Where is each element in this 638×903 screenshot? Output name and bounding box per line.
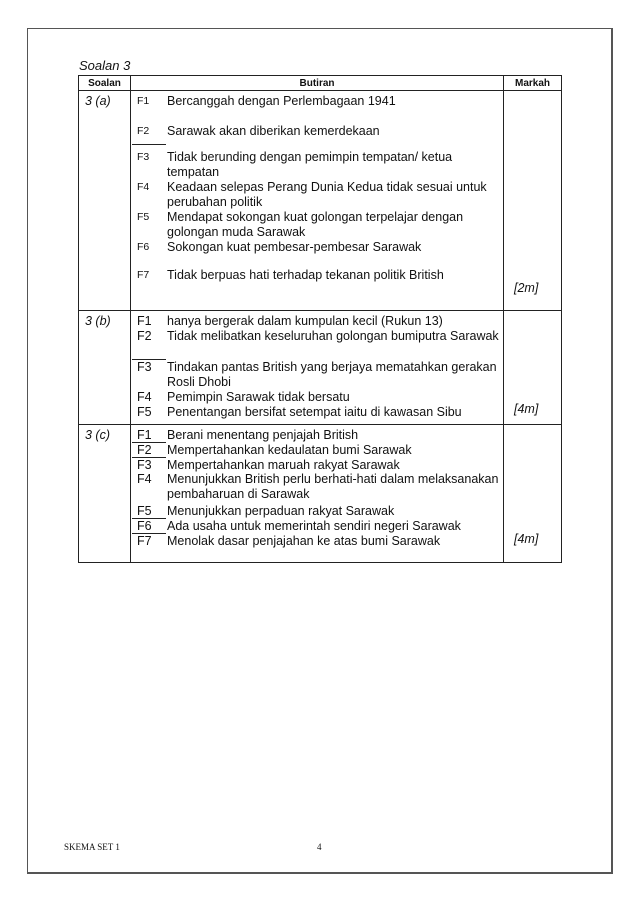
item-text: Tindakan pantas British yang berjaya mematahkan gerakan Rosli Dhobi xyxy=(167,360,497,389)
item-code: F6 xyxy=(137,519,152,533)
item-code: F3 xyxy=(137,151,150,163)
footer-label: SKEMA SET 1 xyxy=(64,842,120,852)
mark-value: [4m] xyxy=(514,532,539,546)
item-text: Sarawak akan diberikan kemerdekaan xyxy=(167,124,380,138)
item-text: Menolak dasar penjajahan ke atas bumi Sarawak xyxy=(167,534,441,548)
table-header-row xyxy=(79,76,562,91)
list-item xyxy=(131,240,503,268)
item-text: Mempertahankan kedaulatan bumi Sarawak xyxy=(167,443,412,457)
item-code: F1 xyxy=(137,95,150,107)
list-item xyxy=(131,124,503,144)
list-item xyxy=(131,405,503,420)
details-cell xyxy=(131,425,504,563)
item-code: F3 xyxy=(137,458,152,472)
item-text: Penentangan bersifat setempat iaitu di kawasan Sibu xyxy=(167,405,462,419)
item-code: F1 xyxy=(137,428,152,442)
list-item xyxy=(131,329,503,359)
details-cell xyxy=(131,311,504,425)
item-code: F2 xyxy=(137,443,152,457)
list-item xyxy=(131,314,503,329)
item-text: Keadaan selepas Perang Dunia Kedua tidak sesuai untuk perubahan politik xyxy=(167,180,487,209)
list-item xyxy=(131,210,503,240)
list-item xyxy=(131,534,503,548)
question-cell xyxy=(79,91,131,311)
answer-scheme-table xyxy=(78,75,562,563)
item-text: Berani menentang penjajah British xyxy=(167,428,359,442)
list-item xyxy=(131,94,503,124)
header-soalan: Soalan xyxy=(79,76,131,91)
item-text: Bercanggah dengan Perlembagaan 1941 xyxy=(167,94,396,108)
item-text: Tidak berpuas hati terhadap tekanan politik British xyxy=(167,268,444,282)
list-item xyxy=(131,443,503,457)
item-code: F4 xyxy=(137,181,150,193)
item-code: F7 xyxy=(137,269,150,281)
item-text: Mempertahankan maruah rakyat Sarawak xyxy=(167,458,400,472)
list-item xyxy=(131,150,503,180)
mark-value: [2m] xyxy=(514,281,539,295)
mark-value: [4m] xyxy=(514,402,539,416)
question-label: 3 (a) xyxy=(85,94,111,108)
table-row xyxy=(79,425,562,563)
header-markah: Markah xyxy=(504,76,562,91)
item-text: Menunjukkan perpaduan rakyat Sarawak xyxy=(167,504,395,518)
list-item xyxy=(131,504,503,518)
item-code: F4 xyxy=(137,390,152,404)
section-title: Soalan 3 xyxy=(79,58,131,73)
header-butiran: Butiran xyxy=(131,76,504,91)
item-code: F3 xyxy=(137,360,152,374)
details-cell xyxy=(131,91,504,311)
list-item xyxy=(131,428,503,442)
page-number: 4 xyxy=(317,842,322,852)
item-code: F7 xyxy=(137,534,152,548)
table-row xyxy=(79,91,562,311)
mark-cell xyxy=(504,311,562,425)
item-code: F5 xyxy=(137,405,152,419)
item-text: Mendapat sokongan kuat golongan terpelajar dengan golongan muda Sarawak xyxy=(167,210,464,239)
mark-cell xyxy=(504,425,562,563)
question-label: 3 (c) xyxy=(85,428,110,442)
question-label: 3 (b) xyxy=(85,314,111,328)
divider xyxy=(132,144,166,145)
item-code: F4 xyxy=(137,472,152,486)
list-item xyxy=(131,360,503,390)
list-item xyxy=(131,180,503,210)
list-item xyxy=(131,390,503,405)
question-cell xyxy=(79,311,131,425)
item-code: F6 xyxy=(137,241,150,253)
item-code: F2 xyxy=(137,329,152,343)
table-row xyxy=(79,311,562,425)
item-text: Tidak berunding dengan pemimpin tempatan/ ketua tempatan xyxy=(167,150,453,179)
list-item xyxy=(131,268,503,288)
question-cell xyxy=(79,425,131,563)
item-text: Ada usaha untuk memerintah sendiri negeri Sarawak xyxy=(167,519,461,533)
list-item xyxy=(131,472,503,504)
list-item xyxy=(131,458,503,472)
item-text: Sokongan kuat pembesar-pembesar Sarawak xyxy=(167,240,422,254)
item-text: Pemimpin Sarawak tidak bersatu xyxy=(167,390,350,404)
list-item xyxy=(131,519,503,533)
mark-cell xyxy=(504,91,562,311)
item-text: Menunjukkan British perlu berhati-hati dalam melaksanakan pembaharuan di Sarawak xyxy=(167,472,499,501)
item-text: Tidak melibatkan keseluruhan golongan bumiputra Sarawak xyxy=(167,329,499,343)
item-code: F2 xyxy=(137,125,150,137)
item-code: F1 xyxy=(137,314,152,328)
item-code: F5 xyxy=(137,211,150,223)
item-code: F5 xyxy=(137,504,152,518)
item-text: hanya bergerak dalam kumpulan kecil (Rukun 13) xyxy=(167,314,443,328)
